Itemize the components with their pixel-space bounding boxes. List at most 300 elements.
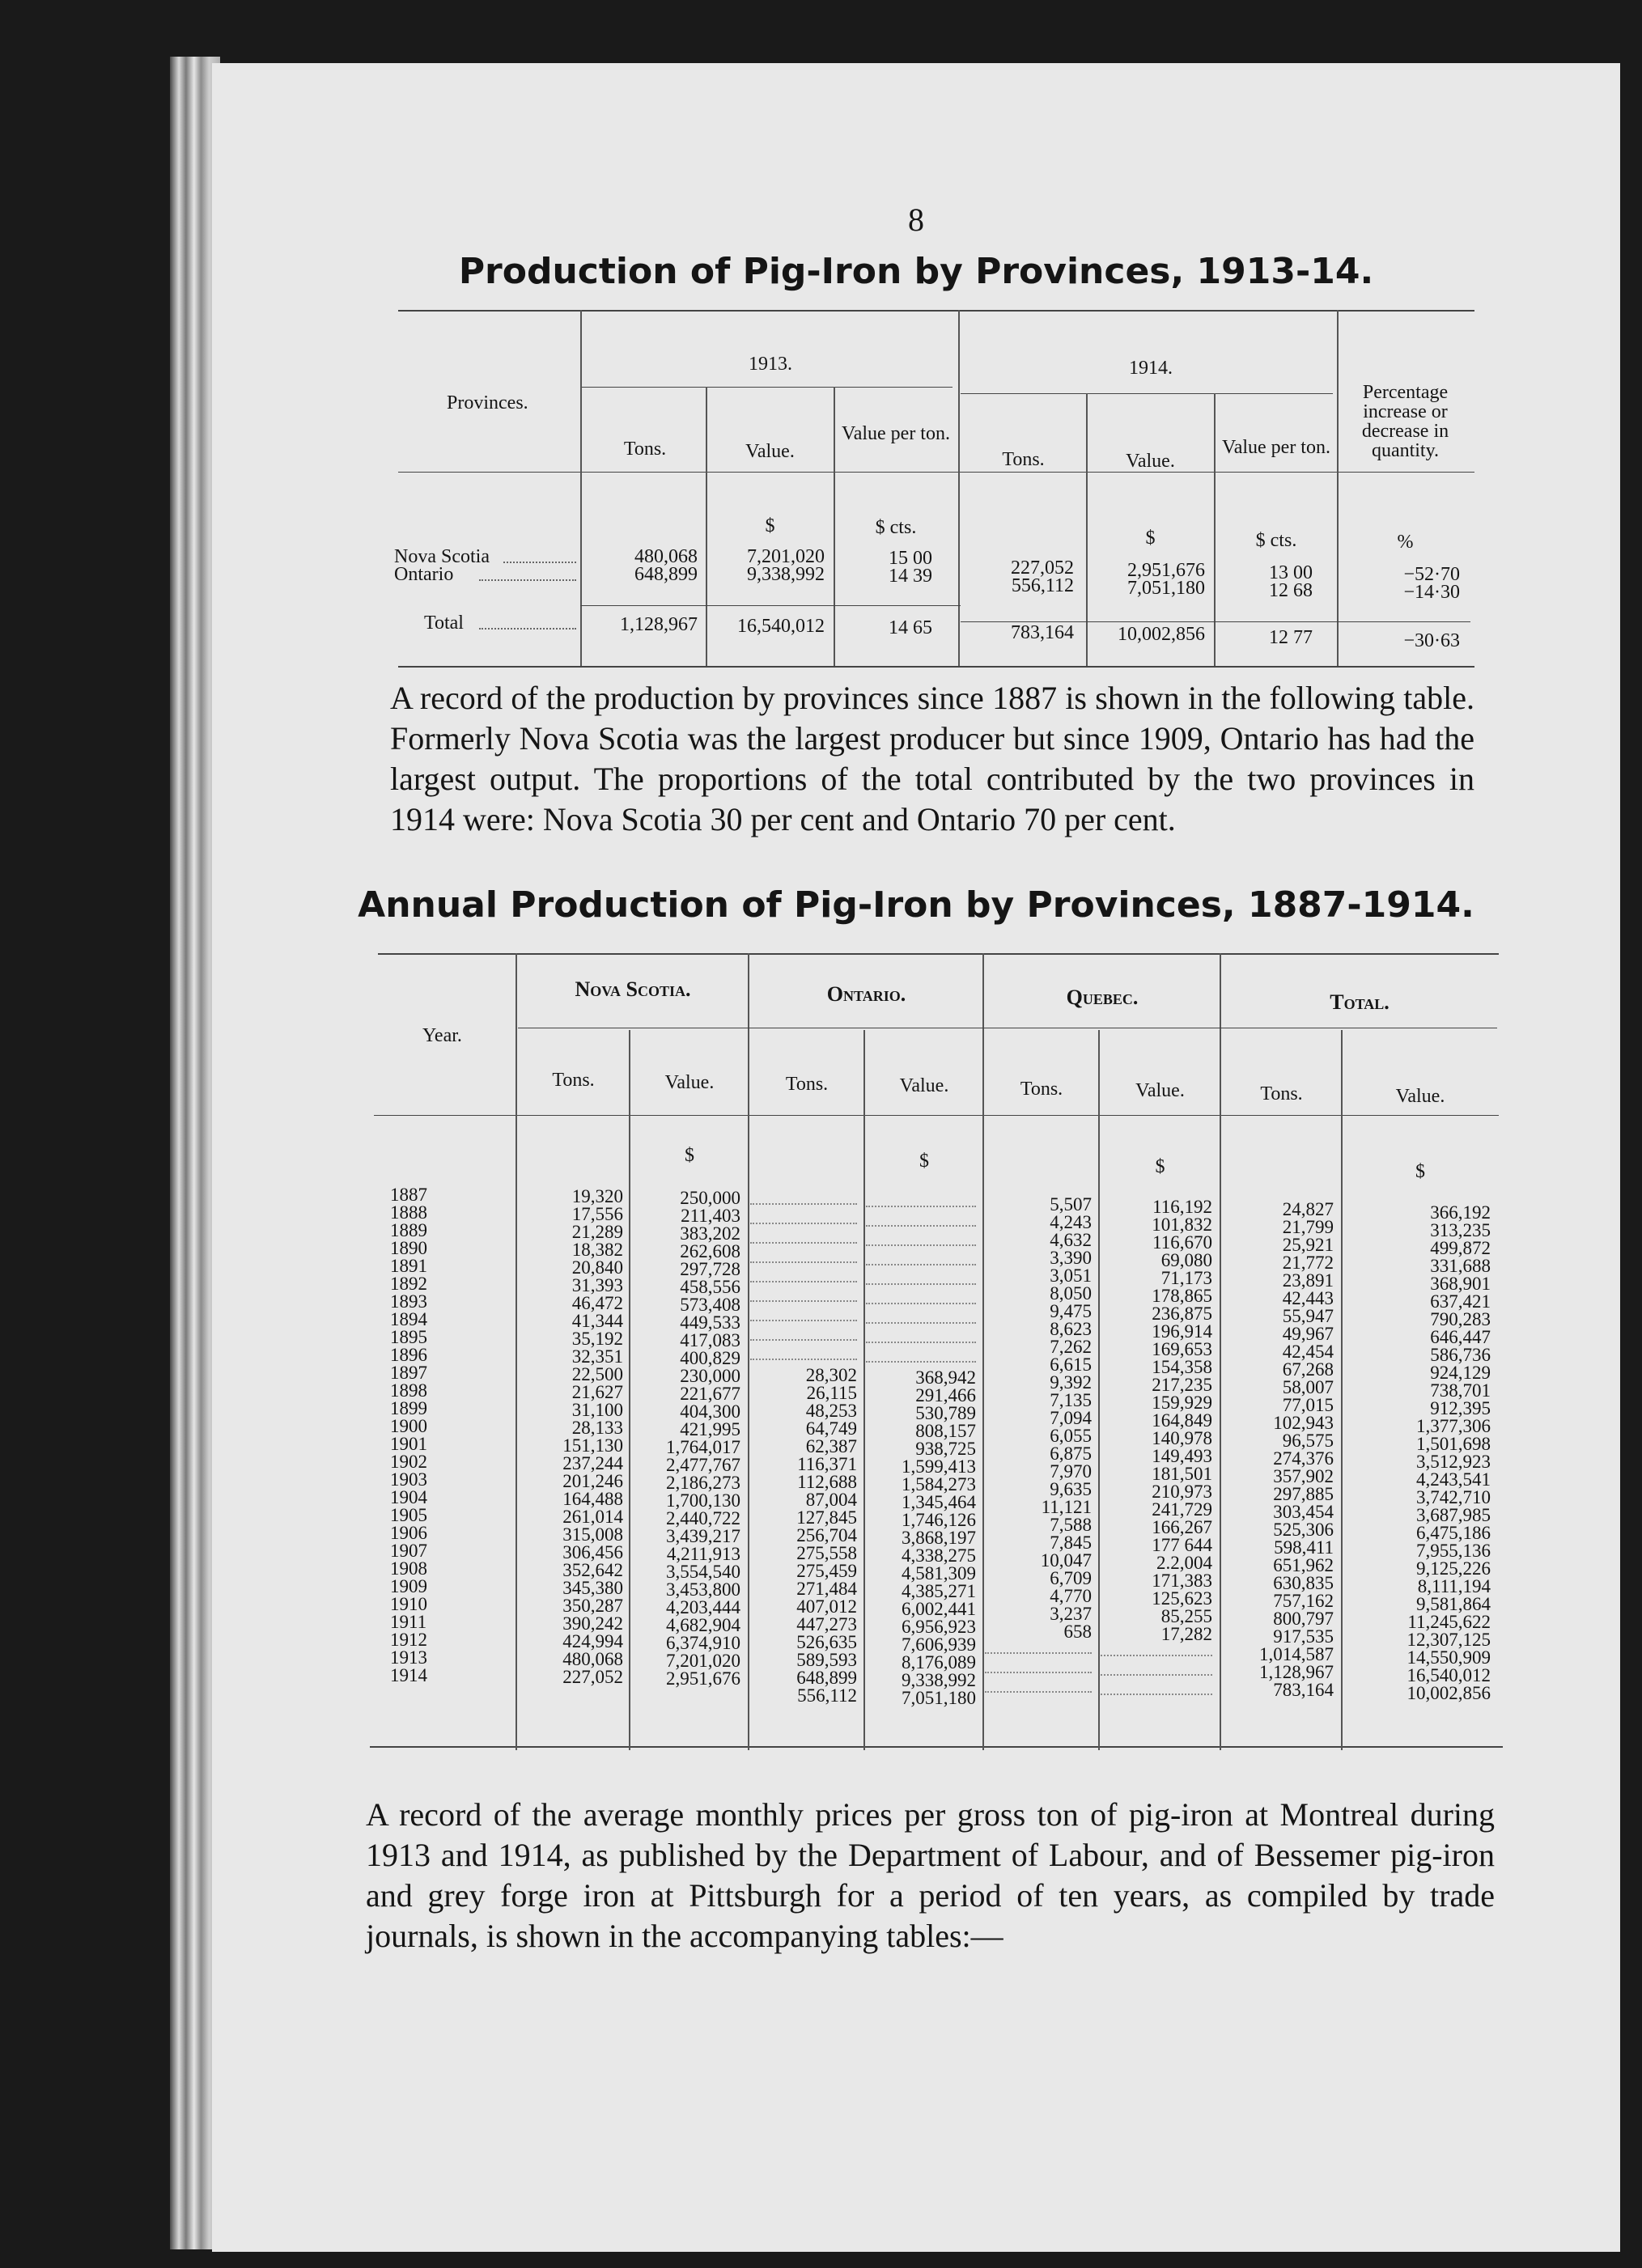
qu-value-cell: 166,267 (1152, 1517, 1212, 1537)
ns-tons-cell: 151,130 (562, 1435, 623, 1456)
ns-tons-cell: 237,244 (562, 1453, 623, 1473)
tot-tons-cell: 24,827 (1282, 1199, 1334, 1219)
on-value-cell: 7,606,939 (902, 1634, 976, 1655)
qu-value-cell: 2.2,004 (1156, 1553, 1212, 1573)
on-value-cell (866, 1350, 976, 1363)
ns-value-cell: 404,300 (680, 1401, 740, 1422)
ns-value-cell: 1,700,130 (666, 1490, 740, 1511)
qu-value-cell: 164,849 (1152, 1410, 1212, 1431)
on-tons-cell: 447,273 (796, 1614, 857, 1634)
ns-tons-cell: 424,994 (562, 1631, 623, 1651)
column-qu-value (1101, 1198, 1212, 1702)
tot-value-cell: 14,550,909 (1407, 1647, 1491, 1668)
on-value-cell (866, 1253, 976, 1265)
tot-value-cell: 368,901 (1430, 1274, 1491, 1294)
ns-value-cell: 2,951,676 (666, 1668, 740, 1689)
tot-value-cell: 313,235 (1430, 1220, 1491, 1240)
on-tons-cell: 271,484 (796, 1579, 857, 1599)
column-on-tons (750, 1192, 857, 1705)
qu-tons-cell: 4,632 (1050, 1230, 1092, 1250)
qu-value-cell: 71,173 (1160, 1268, 1212, 1288)
total-tons-1913: 1,128,967 (620, 614, 698, 635)
column-ns-value (631, 1189, 740, 1688)
tot-tons-cell: 1,014,587 (1259, 1644, 1334, 1664)
on-tons-cell: 256,704 (796, 1525, 857, 1545)
ns-value-cell: 3,453,800 (666, 1579, 740, 1600)
on-tons-cell (750, 1347, 857, 1360)
header-qu-value: Value. (1135, 1080, 1185, 1101)
header-provinces: Provinces. (447, 392, 528, 413)
table1-title: Production of Pig-Iron by Provinces, 1913-14. (458, 251, 1374, 292)
header-ontario: Ontario. (826, 982, 906, 1006)
qu-tons-cell: 8,623 (1050, 1319, 1092, 1339)
ns-value-cell: 230,000 (680, 1366, 740, 1386)
on-tons-cell (750, 1211, 857, 1224)
year-cell: 1912 (390, 1630, 427, 1650)
qu-tons-cell: 7,094 (1050, 1408, 1092, 1428)
on-tons-cell: 48,253 (805, 1401, 857, 1421)
ns-tons-cell: 32,351 (571, 1346, 623, 1367)
tot-value-cell: 637,421 (1430, 1291, 1491, 1312)
ns-value-cell: 297,728 (680, 1259, 740, 1279)
qu-tons-cell: 3,237 (1050, 1604, 1092, 1624)
year-cell: 1907 (390, 1541, 427, 1561)
on-tons-cell: 64,749 (805, 1418, 857, 1439)
ns-tons-cell: 18,382 (571, 1240, 623, 1260)
year-cell: 1891 (390, 1256, 427, 1276)
year-cell: 1893 (390, 1291, 427, 1312)
tons-1913: 480,068 (634, 546, 698, 567)
year-cell: 1901 (390, 1434, 427, 1454)
ns-tons-cell: 350,287 (562, 1596, 623, 1616)
on-value-cell (866, 1330, 976, 1343)
tot-value-cell: 1,377,306 (1416, 1416, 1491, 1436)
qu-value-cell: 116,670 (1152, 1232, 1212, 1253)
tot-tons-cell: 598,411 (1274, 1537, 1334, 1558)
year-cell: 1897 (390, 1363, 427, 1383)
header-on-value: Value. (899, 1075, 949, 1096)
tot-tons-cell: 58,007 (1282, 1377, 1334, 1397)
unit-dollar-1914: $ (1145, 528, 1156, 549)
unit-cts-1914: $ cts. (1255, 530, 1297, 551)
total-vpt-1914: 12 77 (1269, 627, 1313, 648)
unit-pct: % (1397, 532, 1414, 553)
qu-tons-cell: 9,392 (1050, 1372, 1092, 1393)
ns-tons-cell: 41,344 (571, 1311, 623, 1331)
on-tons-cell: 26,115 (806, 1383, 857, 1403)
tot-tons-cell: 357,902 (1273, 1466, 1334, 1486)
ns-value-cell: 6,374,910 (666, 1633, 740, 1653)
on-tons-cell: 87,004 (805, 1490, 857, 1510)
qu-value-cell: 116,192 (1152, 1197, 1212, 1217)
tot-tons-cell: 21,772 (1282, 1253, 1334, 1273)
header-tons-1914: Tons. (1002, 449, 1045, 470)
qu-tons-cell: 11,121 (1041, 1497, 1092, 1517)
qu-value-cell: 159,929 (1152, 1393, 1212, 1413)
year-cell: 1888 (390, 1202, 427, 1223)
tot-value-cell: 912,395 (1430, 1398, 1491, 1418)
ns-value-cell: 1,764,017 (666, 1437, 740, 1457)
value-1914: 7,051,180 (1127, 578, 1205, 599)
ns-value-cell: 262,608 (680, 1241, 740, 1261)
column-qu-tons (985, 1196, 1092, 1699)
on-value-cell: 6,956,923 (902, 1617, 976, 1637)
qu-value-cell (1101, 1643, 1212, 1656)
on-value-cell: 530,789 (915, 1403, 976, 1423)
header-value-1913: Value. (745, 441, 795, 462)
total-label: Total (424, 613, 464, 634)
on-value-cell: 1,599,413 (902, 1456, 976, 1477)
year-cell: 1902 (390, 1452, 427, 1472)
on-value-cell: 1,746,126 (902, 1510, 976, 1530)
tot-tons-cell: 42,443 (1282, 1288, 1334, 1308)
paragraph-1: A record of the production by provinces since 1887 is shown in the following table. Formerly Nova Scotia was the largest producer but since 1909, Ontario has had the largest output. The proportions of the total contributed by the two provinces in 1914 were: Nova Scotia 30 per cent and Ontario 70 per cent. (390, 680, 1474, 837)
unit-cts-1913: $ cts. (875, 517, 917, 538)
on-value-cell: 8,176,089 (902, 1652, 976, 1672)
ns-tons-cell: 21,627 (571, 1382, 623, 1402)
paragraph-2: A record of the average monthly prices per gross ton of pig-iron at Montreal during 1913 and 1914, as published by the Department of Labour, and of Bessemer pig-iron and grey forge iron at Pittsburgh for a period of ten years, as compiled by trade journals, is shown in the accompanying tables:— (366, 1796, 1495, 1954)
on-tons-cell: 112,688 (797, 1472, 857, 1492)
qu-value-cell: 154,358 (1152, 1357, 1212, 1377)
qu-tons-cell: 5,507 (1050, 1194, 1092, 1215)
ns-value-cell: 250,000 (680, 1188, 740, 1208)
qu-value-cell: 210,973 (1152, 1482, 1212, 1502)
qu-tons-cell: 9,475 (1050, 1301, 1092, 1321)
ns-tons-cell: 28,133 (571, 1418, 623, 1438)
on-tons-cell (750, 1308, 857, 1321)
ns-value-cell: 221,677 (680, 1384, 740, 1404)
header-ns-tons: Tons. (552, 1070, 595, 1091)
qu-tons-cell: 7,970 (1050, 1461, 1092, 1482)
tot-tons-cell: 783,164 (1273, 1680, 1334, 1700)
year-cell: 1905 (390, 1505, 427, 1525)
ns-value-cell: 4,682,904 (666, 1615, 740, 1635)
qu-tons-cell: 658 (1063, 1622, 1092, 1642)
qu-value-cell: 17,282 (1160, 1624, 1212, 1644)
tot-tons-cell: 55,947 (1282, 1306, 1334, 1326)
ns-tons-cell: 31,393 (571, 1275, 623, 1295)
qu-value-cell: 236,875 (1152, 1304, 1212, 1324)
header-value-1914: Value. (1126, 451, 1175, 472)
qu-tons-cell (985, 1641, 1092, 1654)
tot-tons-cell: 42,454 (1282, 1342, 1334, 1362)
tot-value-cell: 8,111,194 (1417, 1576, 1491, 1596)
unit-on-dollar: $ (919, 1151, 929, 1172)
year-cell: 1914 (390, 1665, 427, 1685)
tot-value-cell: 366,192 (1430, 1202, 1491, 1223)
tot-value-cell: 499,872 (1430, 1238, 1491, 1258)
tons-1914: 227,052 (1011, 557, 1074, 579)
document-page (212, 63, 1620, 2252)
ns-tons-cell: 35,192 (571, 1329, 623, 1349)
column-on-value (866, 1194, 976, 1707)
ns-tons-cell: 20,840 (571, 1257, 623, 1278)
on-value-cell: 808,157 (915, 1421, 976, 1441)
qu-value-cell (1101, 1682, 1212, 1695)
column-tot-value (1343, 1204, 1491, 1702)
on-value-cell (866, 1291, 976, 1304)
tot-value-cell: 12,307,125 (1407, 1630, 1491, 1650)
header-nova-scotia: Nova Scotia. (575, 977, 691, 1001)
year-cell: 1892 (390, 1274, 427, 1294)
on-value-cell (866, 1311, 976, 1324)
value-1913: 9,338,992 (747, 564, 825, 585)
qu-value-cell: 85,255 (1160, 1606, 1212, 1626)
on-tons-cell (750, 1289, 857, 1302)
header-tot-tons: Tons. (1260, 1083, 1303, 1104)
ns-value-cell: 7,201,020 (666, 1651, 740, 1671)
ns-value-cell: 3,439,217 (666, 1526, 740, 1546)
unit-qu-dollar: $ (1155, 1156, 1165, 1177)
on-tons-cell: 62,387 (805, 1436, 857, 1456)
ns-tons-cell: 46,472 (571, 1293, 623, 1313)
qu-value-cell: 125,623 (1152, 1588, 1212, 1609)
tot-tons-cell: 297,885 (1273, 1484, 1334, 1504)
on-value-cell: 4,338,275 (902, 1545, 976, 1566)
on-value-cell: 291,466 (915, 1385, 976, 1405)
qu-tons-cell: 10,047 (1040, 1550, 1092, 1571)
ns-tons-cell: 261,014 (562, 1507, 623, 1527)
qu-value-cell: 177 644 (1152, 1535, 1212, 1555)
qu-tons-cell (985, 1680, 1092, 1693)
qu-tons-cell: 7,262 (1050, 1337, 1092, 1357)
on-tons-cell: 526,635 (796, 1632, 857, 1652)
on-value-cell: 4,385,271 (902, 1581, 976, 1601)
ns-value-cell: 2,186,273 (666, 1473, 740, 1493)
tot-tons-cell: 49,967 (1282, 1324, 1334, 1344)
tot-tons-cell: 102,943 (1273, 1413, 1334, 1433)
tot-tons-cell: 917,535 (1273, 1626, 1334, 1647)
header-tons-1913: Tons. (623, 439, 667, 460)
on-tons-cell (750, 1231, 857, 1244)
on-value-cell: 4,581,309 (902, 1563, 976, 1583)
header-vpt-1914: Value per ton. (1222, 437, 1330, 458)
ns-tons-cell: 306,456 (562, 1542, 623, 1562)
vpt-1914: 12 68 (1269, 580, 1313, 601)
header-year: Year. (422, 1025, 462, 1046)
qu-tons-cell: 3,390 (1050, 1248, 1092, 1268)
ns-value-cell: 383,202 (680, 1223, 740, 1244)
qu-tons-cell: 9,635 (1050, 1479, 1092, 1499)
on-tons-cell (750, 1250, 857, 1263)
on-value-cell: 1,584,273 (902, 1474, 976, 1494)
column-ns-tons (520, 1188, 623, 1686)
on-tons-cell: 556,112 (797, 1685, 857, 1706)
year-cell: 1908 (390, 1558, 427, 1579)
qu-value-cell: 217,235 (1152, 1375, 1212, 1395)
tot-value-cell: 3,742,710 (1416, 1487, 1491, 1507)
tot-value-cell: 3,512,923 (1416, 1452, 1491, 1472)
tot-tons-cell: 651,962 (1273, 1555, 1334, 1575)
qu-tons-cell (985, 1660, 1092, 1673)
on-tons-cell: 589,593 (796, 1650, 857, 1670)
on-value-cell (866, 1194, 976, 1207)
on-value-cell (866, 1272, 976, 1285)
ns-tons-cell: 19,320 (571, 1186, 623, 1206)
qu-tons-cell: 7,588 (1050, 1515, 1092, 1535)
ns-tons-cell: 480,068 (562, 1649, 623, 1669)
tot-value-cell: 4,243,541 (1416, 1469, 1491, 1490)
ns-tons-cell: 315,008 (562, 1524, 623, 1545)
qu-value-cell: 140,978 (1152, 1428, 1212, 1448)
unit-tot-dollar: $ (1415, 1161, 1425, 1182)
year-cell: 1913 (390, 1647, 427, 1668)
on-tons-cell (750, 1328, 857, 1341)
total-value-1913: 16,540,012 (737, 616, 825, 637)
tot-value-cell: 924,129 (1430, 1363, 1491, 1383)
year-cell: 1890 (390, 1238, 427, 1258)
tot-value-cell: 738,701 (1430, 1380, 1491, 1401)
year-cell: 1910 (390, 1594, 427, 1614)
ns-value-cell: 211,403 (681, 1206, 740, 1226)
tot-tons-cell: 67,268 (1282, 1359, 1334, 1380)
qu-value-cell: 171,383 (1152, 1571, 1212, 1591)
year-cell: 1894 (390, 1309, 427, 1329)
ns-tons-cell: 390,242 (562, 1613, 623, 1634)
on-tons-cell: 275,459 (796, 1561, 857, 1581)
total-vpt-1913: 14 65 (889, 617, 932, 638)
on-value-cell (866, 1233, 976, 1246)
tot-tons-cell: 21,799 (1282, 1217, 1334, 1237)
on-tons-cell (750, 1192, 857, 1205)
vpt-1914: 13 00 (1269, 562, 1313, 583)
tot-value-cell: 6,475,186 (1416, 1523, 1491, 1543)
ns-value-cell: 421,995 (680, 1419, 740, 1439)
tot-value-cell: 3,687,985 (1416, 1505, 1491, 1525)
ns-tons-cell: 31,100 (571, 1400, 623, 1420)
tot-value-cell: 790,283 (1430, 1309, 1491, 1329)
on-value-cell: 1,345,464 (902, 1492, 976, 1512)
column-years (390, 1186, 511, 1685)
qu-tons-cell: 6,615 (1050, 1354, 1092, 1375)
tot-tons-cell: 25,921 (1282, 1235, 1334, 1255)
year-cell: 1903 (390, 1469, 427, 1490)
header-on-tons: Tons. (785, 1074, 829, 1095)
year-cell: 1909 (390, 1576, 427, 1596)
tot-value-cell: 646,447 (1430, 1327, 1491, 1347)
tot-value-cell: 11,245,622 (1407, 1612, 1491, 1632)
ns-tons-cell: 21,289 (571, 1222, 623, 1242)
header-1914: 1914. (1129, 358, 1173, 379)
tot-value-cell: 10,002,856 (1407, 1683, 1491, 1703)
on-value-cell: 7,051,180 (902, 1688, 976, 1708)
qu-value-cell: 101,832 (1152, 1215, 1212, 1235)
qu-value-cell (1101, 1663, 1212, 1676)
tot-tons-cell: 525,306 (1273, 1520, 1334, 1540)
vpt-1913: 14 39 (889, 566, 932, 587)
ns-value-cell: 2,440,722 (666, 1508, 740, 1528)
header-total: Total. (1330, 990, 1390, 1014)
tot-tons-cell: 630,835 (1273, 1573, 1334, 1593)
year-cell: 1899 (390, 1398, 427, 1418)
tot-tons-cell: 96,575 (1282, 1431, 1334, 1451)
tot-tons-cell: 303,454 (1273, 1502, 1334, 1522)
tot-value-cell: 9,581,864 (1416, 1594, 1491, 1614)
qu-value-cell: 178,865 (1152, 1286, 1212, 1306)
qu-value-cell: 149,493 (1152, 1446, 1212, 1466)
ns-value-cell: 400,829 (680, 1348, 740, 1368)
year-cell: 1904 (390, 1487, 427, 1507)
qu-value-cell: 241,729 (1152, 1499, 1212, 1520)
qu-tons-cell: 6,055 (1050, 1426, 1092, 1446)
ns-value-cell: 458,556 (680, 1277, 740, 1297)
ns-tons-cell: 22,500 (571, 1364, 623, 1384)
header-tot-value: Value. (1395, 1086, 1445, 1107)
header-vpt-1913: Value per ton. (842, 423, 950, 444)
ns-value-cell: 4,203,444 (666, 1597, 740, 1617)
tot-tons-cell: 757,162 (1273, 1591, 1334, 1611)
ns-tons-cell: 352,642 (562, 1560, 623, 1580)
header-1913: 1913. (749, 354, 792, 375)
ns-tons-cell: 201,246 (562, 1471, 623, 1491)
table2-title: Annual Production of Pig-Iron by Provinces, 1887-1914. (358, 884, 1474, 926)
tot-tons-cell: 1,128,967 (1259, 1662, 1334, 1682)
value-1914: 2,951,676 (1127, 560, 1205, 581)
on-tons-cell: 407,012 (796, 1596, 857, 1617)
tot-value-cell: 16,540,012 (1407, 1665, 1491, 1685)
ns-value-cell: 4,211,913 (666, 1544, 740, 1564)
header-ns-value: Value. (664, 1072, 715, 1093)
column-tot-tons (1222, 1201, 1334, 1699)
on-value-cell: 938,725 (915, 1439, 976, 1459)
year-cell: 1887 (390, 1185, 427, 1205)
tons-1913: 648,899 (634, 564, 698, 585)
qu-tons-cell: 4,243 (1050, 1212, 1092, 1232)
unit-dollar-1913: $ (765, 515, 775, 536)
qu-tons-cell: 4,770 (1050, 1586, 1092, 1606)
province-name: Nova Scotia (394, 546, 490, 567)
on-tons-cell: 648,899 (796, 1668, 857, 1688)
tot-tons-cell: 274,376 (1273, 1448, 1334, 1469)
ns-value-cell: 3,554,540 (666, 1562, 740, 1582)
on-tons-cell: 116,371 (797, 1454, 857, 1474)
qu-value-cell: 196,914 (1152, 1321, 1212, 1342)
value-1913: 7,201,020 (747, 546, 825, 567)
ns-value-cell: 417,083 (680, 1330, 740, 1350)
pct-change: −14·30 (1403, 582, 1460, 603)
year-cell: 1898 (390, 1380, 427, 1401)
qu-value-cell: 181,501 (1152, 1464, 1212, 1484)
year-cell: 1889 (390, 1220, 427, 1240)
total-pct-change: −30·63 (1403, 630, 1460, 651)
year-cell: 1911 (390, 1612, 427, 1632)
qu-tons-cell: 3,051 (1050, 1265, 1092, 1286)
year-cell: 1906 (390, 1523, 427, 1543)
qu-tons-cell: 8,050 (1050, 1283, 1092, 1304)
on-tons-cell: 275,558 (796, 1543, 857, 1563)
ns-tons-cell: 17,556 (571, 1204, 623, 1224)
ns-tons-cell: 227,052 (562, 1667, 623, 1687)
tot-tons-cell: 77,015 (1282, 1395, 1334, 1415)
on-value-cell: 6,002,441 (902, 1599, 976, 1619)
ns-value-cell: 573,408 (680, 1295, 740, 1315)
pct-change: −52·70 (1403, 564, 1460, 585)
qu-tons-cell: 6,875 (1050, 1443, 1092, 1464)
on-tons-cell (750, 1270, 857, 1282)
qu-value-cell: 69,080 (1160, 1250, 1212, 1270)
total-tons-1914: 783,164 (1011, 622, 1074, 643)
qu-tons-cell: 6,709 (1050, 1568, 1092, 1588)
ns-tons-cell: 345,380 (562, 1578, 623, 1598)
on-value-cell: 368,942 (915, 1367, 976, 1388)
qu-tons-cell: 7,845 (1050, 1532, 1092, 1553)
header-quebec: Quebec. (1066, 986, 1139, 1009)
tons-1914: 556,112 (1011, 575, 1074, 596)
year-cell: 1895 (390, 1327, 427, 1347)
unit-ns-dollar: $ (685, 1145, 694, 1166)
vpt-1913: 15 00 (889, 548, 932, 569)
on-value-cell (866, 1214, 976, 1227)
